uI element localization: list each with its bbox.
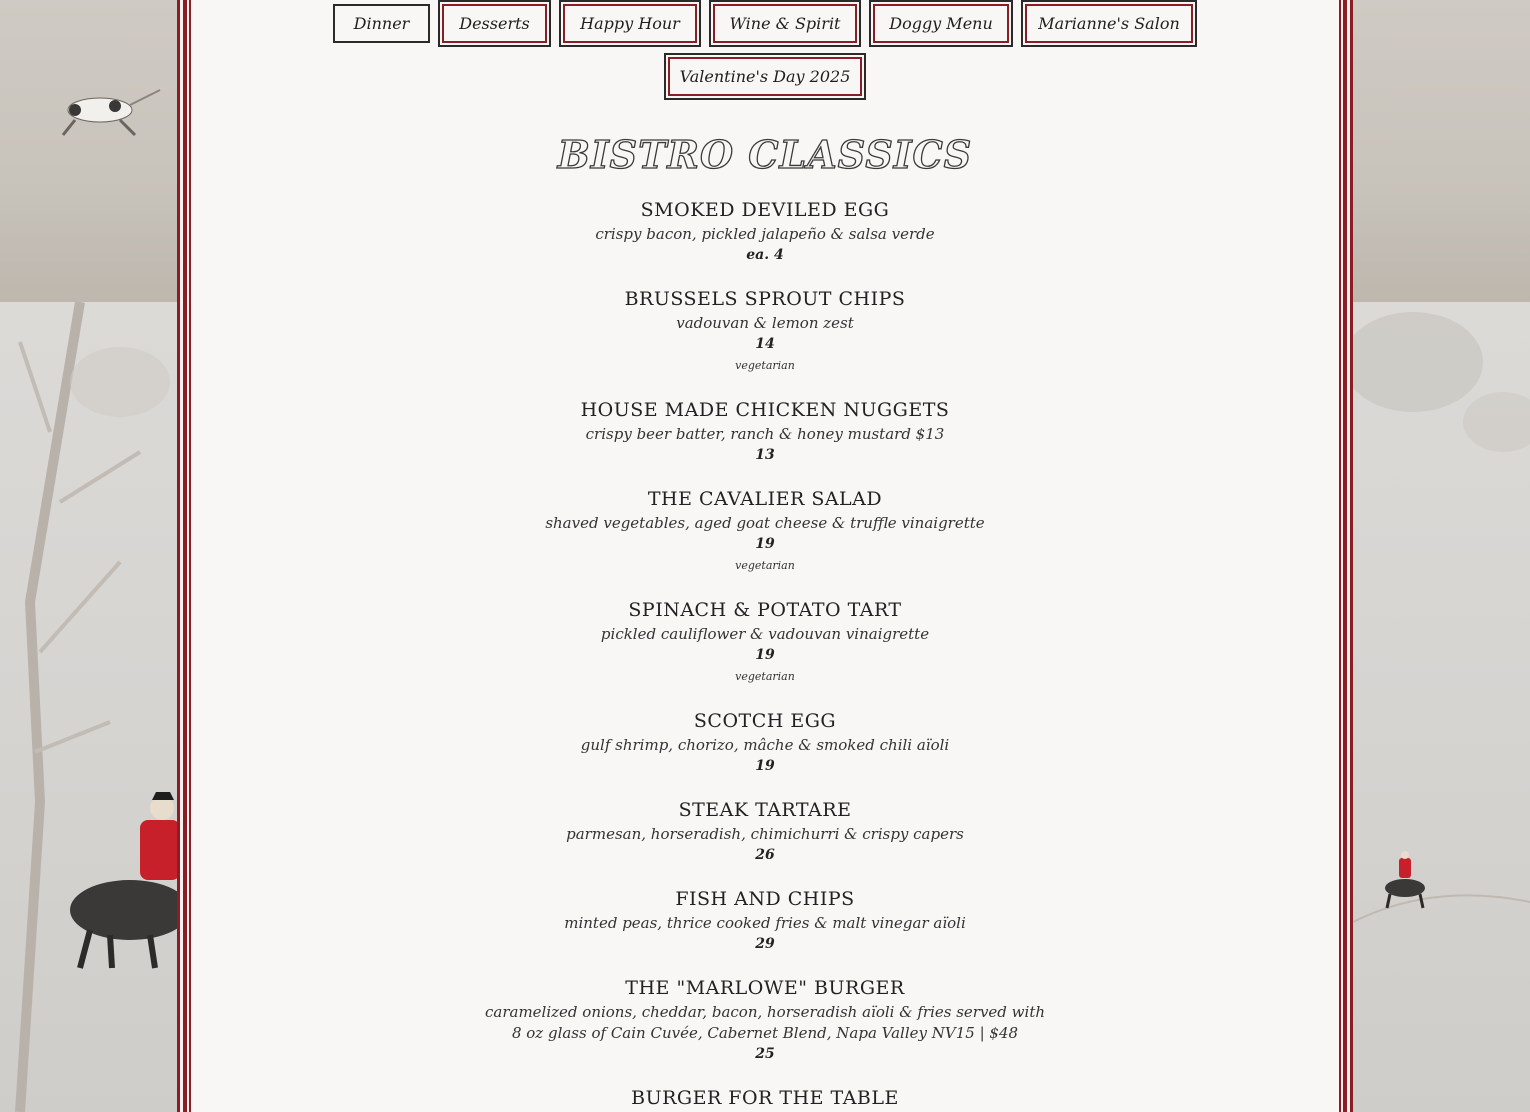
item-description: caramelized onions, cheddar, bacon, horseradish aïoli & fries served with 8 oz glass of Cain Cuvée, Cabernet Blend, Napa Valley NV15 | $48 (484, 1003, 1046, 1042)
menu-item (191, 707, 1339, 777)
item-price: 25 (755, 1046, 775, 1062)
menu-item (191, 885, 1339, 955)
nav-tab-wine-spirit[interactable] (709, 0, 861, 47)
tree-illustration-left (0, 302, 177, 1112)
hunter-illustration-left (40, 790, 177, 970)
nav-tab-mariannes-salon[interactable] (1021, 0, 1197, 47)
nav-tab-label: Marianne's Salon (1025, 4, 1193, 43)
item-name: THE CAVALIER SALAD (647, 488, 883, 510)
item-price: 13 (755, 447, 775, 463)
item-name: BURGER FOR THE TABLE (631, 1087, 899, 1109)
menu-item (191, 196, 1339, 266)
item-description: gulf shrimp, chorizo, mâche & smoked chili aïoli (580, 736, 950, 754)
item-name: SPINACH & POTATO TART (628, 599, 902, 621)
hound-illustration (45, 80, 165, 140)
item-price: 26 (755, 847, 775, 863)
nav-tab-desserts[interactable] (438, 0, 551, 47)
nav-tab-valentines-day-2025[interactable] (664, 53, 866, 100)
item-description: crispy bacon, pickled jalapeño & salsa verde (595, 225, 935, 243)
item-tag: vegetarian (735, 359, 795, 372)
item-price: 19 (755, 758, 775, 774)
nav-tab-label: Happy Hour (563, 4, 697, 43)
nav-tab-doggy-menu[interactable] (869, 0, 1013, 47)
item-description: shaved vegetables, aged goat cheese & truffle vinaigrette (545, 514, 985, 532)
item-name: THE "MARLOWE" BURGER (625, 977, 905, 999)
item-description: parmesan, horseradish, chimichurri & crispy capers (566, 825, 964, 843)
menu-item (191, 485, 1339, 577)
item-description: minted peas, thrice cooked fries & malt vinegar aïoli (564, 914, 966, 932)
menu-items (191, 196, 1339, 1112)
item-name: BRUSSELS SPROUT CHIPS (624, 288, 906, 310)
item-name: HOUSE MADE CHICKEN NUGGETS (580, 399, 950, 421)
hunter-illustration-right (1375, 850, 1435, 910)
nav-tab-label: Desserts (442, 4, 547, 43)
nav-tab-label: Dinner (353, 14, 410, 33)
item-price: 14 (755, 336, 775, 352)
item-name: SCOTCH EGG (693, 710, 837, 732)
nav-tab-dinner[interactable] (333, 4, 430, 43)
menu-nav (191, 0, 1339, 47)
border-stripe (1350, 0, 1353, 1112)
nav-tab-label: Doggy Menu (873, 4, 1009, 43)
item-name: SMOKED DEVILED EGG (640, 199, 890, 221)
item-description: vadouvan & lemon zest (676, 314, 854, 332)
item-name: FISH AND CHIPS (675, 888, 855, 910)
menu-item (191, 596, 1339, 688)
nav-tab-label: Wine & Spirit (713, 4, 857, 43)
menu-item (191, 974, 1339, 1065)
item-tag: vegetarian (735, 670, 795, 683)
item-name: STEAK TARTARE (678, 799, 852, 821)
tree-illustration-right (1353, 302, 1530, 1112)
item-price: ea. 4 (746, 247, 784, 263)
item-price: 19 (755, 647, 775, 663)
section-title: BISTRO CLASSICS (557, 132, 973, 177)
item-description: pickled cauliflower & vadouvan vinaigrette (600, 625, 930, 643)
item-tag: vegetarian (735, 559, 795, 572)
nav-tab-label: Valentine's Day 2025 (668, 57, 862, 96)
menu-item (191, 796, 1339, 866)
item-description: crispy beer batter, ranch & honey mustard $13 (585, 425, 945, 443)
menu-panel (191, 0, 1339, 1112)
menu-nav-row-2 (191, 53, 1339, 100)
item-price: 29 (755, 936, 775, 952)
menu-item (191, 1084, 1339, 1112)
nav-tab-happy-hour[interactable] (559, 0, 701, 47)
menu-item (191, 396, 1339, 466)
item-price: 19 (755, 536, 775, 552)
menu-item (191, 285, 1339, 377)
